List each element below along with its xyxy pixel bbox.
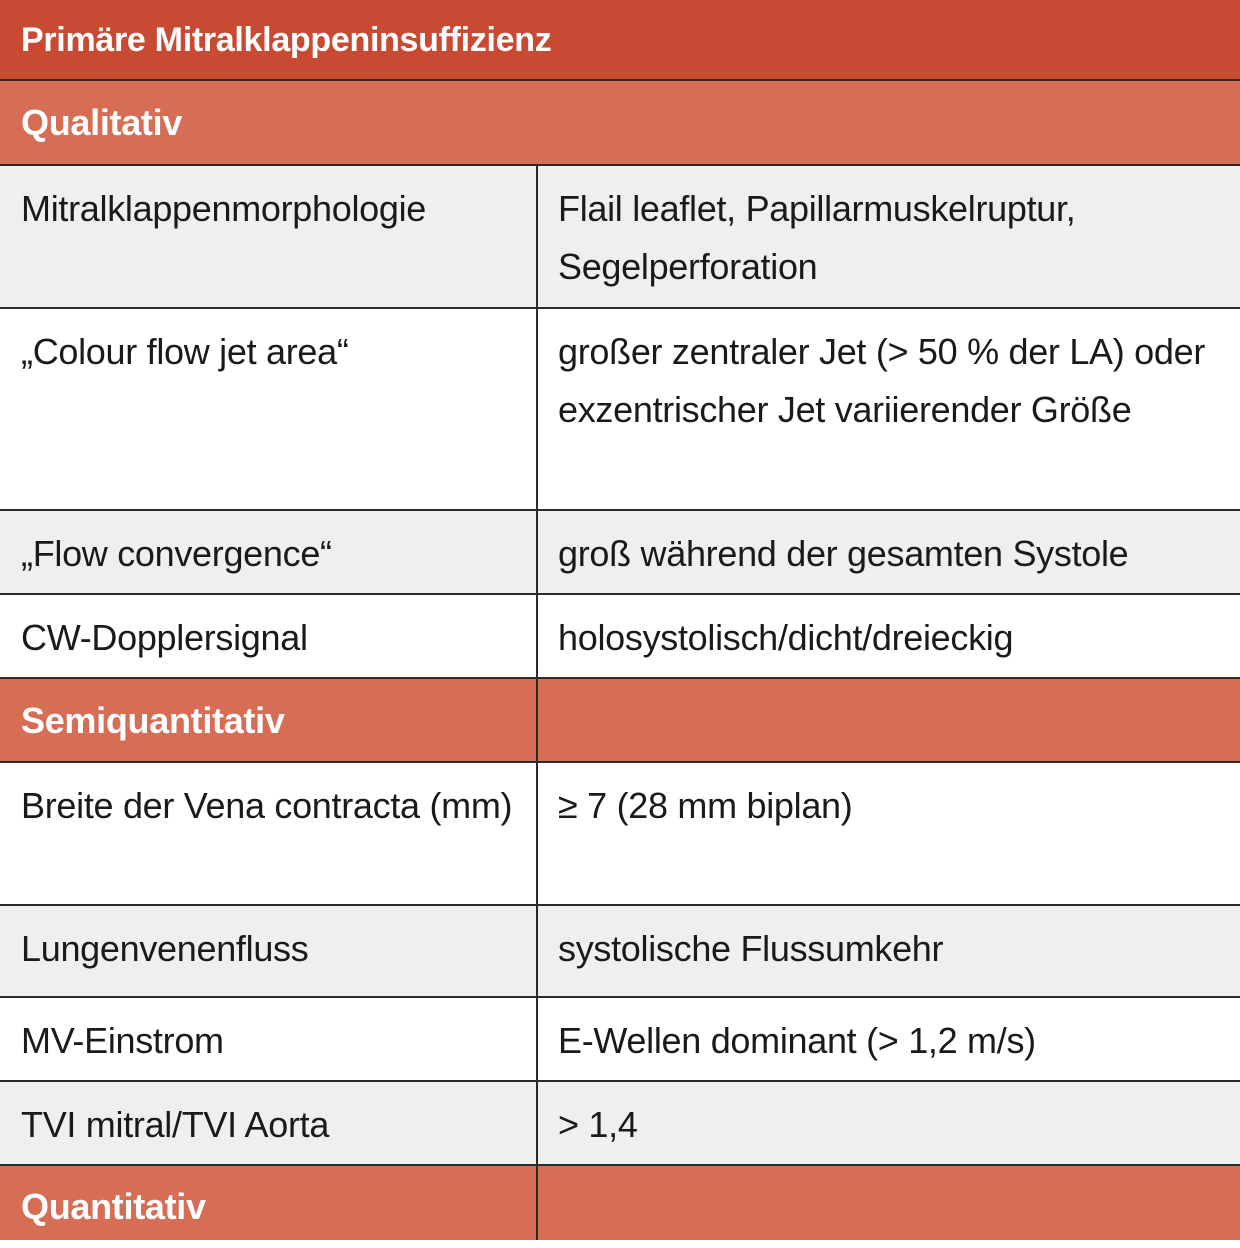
table-row: [0, 309, 1240, 511]
row-label: Mitralklappenmorphologie: [21, 188, 427, 229]
row-label: „Flow convergence“: [21, 533, 332, 574]
row-label: TVI mitral/TVI Aorta: [21, 1104, 330, 1145]
row-label: Lungenvenenfluss: [21, 928, 309, 969]
row-value: > 1,4: [536, 1082, 1240, 1164]
table-row: [0, 763, 1240, 906]
table-row: [0, 906, 1240, 998]
row-label: CW-Dopplersignal: [21, 617, 308, 658]
table-row: [0, 595, 1240, 679]
section-row-semiquantitativ: [0, 679, 1240, 763]
section-label-qualitativ: Qualitativ: [21, 102, 183, 143]
table-row: [0, 998, 1240, 1082]
row-label: Breite der Vena contracta (mm): [21, 785, 513, 826]
row-label: MV-Einstrom: [21, 1020, 224, 1061]
section-label-quantitativ: Quantitativ: [21, 1186, 206, 1227]
section-label-semiquantitativ: Semiquantitativ: [21, 700, 285, 741]
row-label: „Colour flow jet area“: [21, 331, 349, 372]
row-value: systolische Flussumkehr: [536, 906, 1240, 996]
section-row-quantitativ: [0, 1166, 1240, 1240]
table-row: [0, 511, 1240, 595]
section-row-qualitativ: [0, 81, 1240, 166]
row-value: ≥ 7 (28 mm biplan): [536, 763, 1240, 904]
row-value: groß während der gesamten Systole: [536, 511, 1240, 593]
row-value: holosystolisch/dicht/dreieckig: [536, 595, 1240, 677]
table-row: [0, 1082, 1240, 1166]
table-row: [0, 166, 1240, 309]
table-title: Primäre Mitralklappeninsuffizienz: [21, 21, 552, 59]
section-empty-cell: [536, 1166, 1240, 1240]
section-empty-cell: [536, 679, 1240, 761]
table-title-row: [0, 0, 1240, 81]
row-value: E-Wellen dominant (> 1,2 m/s): [536, 998, 1240, 1080]
row-value: Flail leaflet, Papillarmuskelruptur, Segelperforation: [536, 166, 1240, 307]
row-value: großer zentraler Jet (> 50 % der LA) oder exzentrischer Jet variierender Größe: [536, 309, 1240, 509]
